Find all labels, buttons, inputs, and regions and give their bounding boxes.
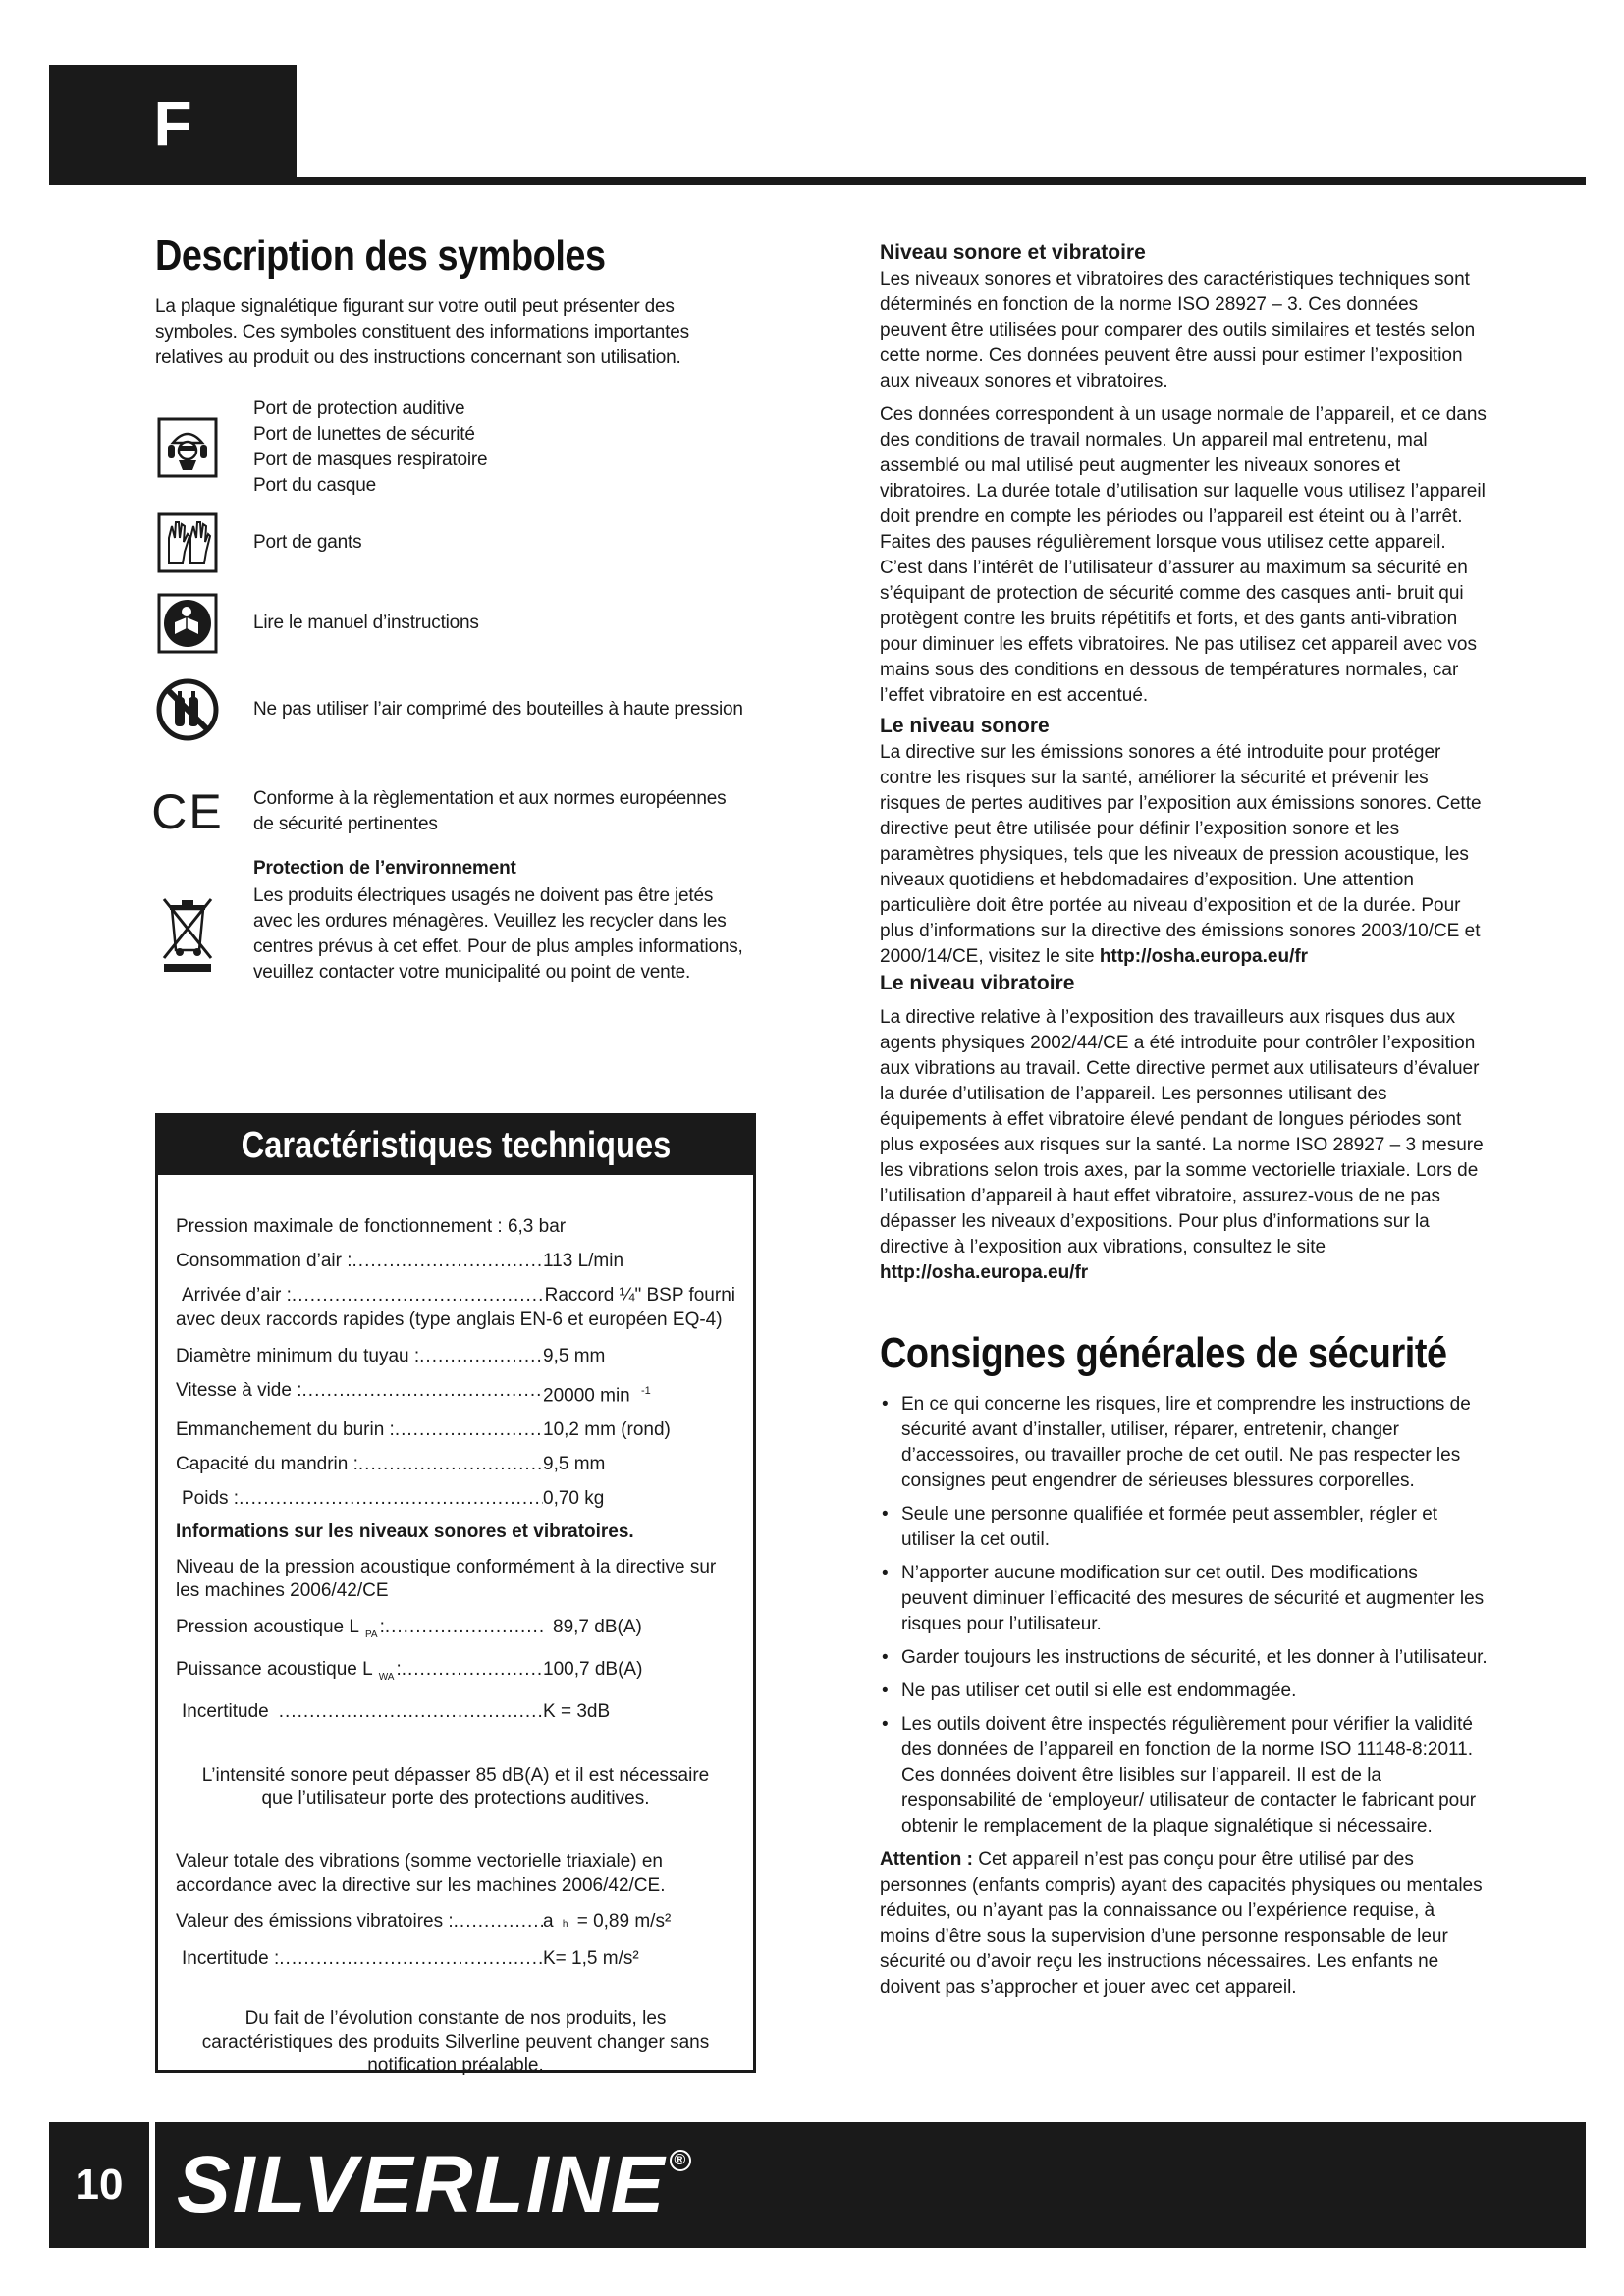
spec-label: Emmanchement du burin : [176, 1419, 395, 1441]
brand-name: SILVERLINE [177, 2140, 667, 2229]
dot-leader [352, 1249, 543, 1274]
dot-leader [279, 1947, 543, 1972]
safety-bullet: • Garder toujours les instructions de sécurité, et les donner à l’utilisateur. [880, 1645, 1489, 1671]
spec-value: K = 3dB [543, 1701, 611, 1723]
sound-level-note: Niveau de la pression acoustique conformément à la directive sur les machines 2006/42/CE [176, 1557, 717, 1602]
spec-sound-power: Puissance acoustique L WA : ..... 100,7 dB(A) [176, 1657, 735, 1690]
spec-shank [176, 1417, 735, 1443]
page-number: 10 [75, 2161, 124, 2209]
spec-value: 0,70 kg [543, 1488, 605, 1510]
spec-chuck [176, 1452, 735, 1477]
spec-vibration [176, 1909, 735, 1938]
dot-leader [358, 1452, 543, 1477]
dot-leader [395, 1417, 543, 1443]
section-tab [49, 65, 297, 183]
spec-hose [176, 1344, 735, 1369]
safety-bullet: • Les outils doivent être inspectés régulièrement pour vérifier la validité des données de l’appareil en fonction de la norme ISO 11148-8:2011. Ces données doivent être lisibles sur l’appareil. Il est de la responsabilité de ‘employeur/ utilisateur de contacter le fabricant pour obtenir le remplacement de la plaque signalétique si nécessaire. [880, 1712, 1489, 1840]
safety-bullet: • Seule une personne qualifiée et formée peut assembler, régler et utiliser la cet outil. [880, 1502, 1489, 1553]
noise-vibration-section [880, 240, 1489, 2001]
spec-vibration-uncertainty [176, 1947, 735, 1972]
spec-label: Capacité du mandrin : [176, 1454, 358, 1475]
spec-label: Incertitude : [182, 1949, 280, 1970]
spec-subscript: WA [378, 1672, 395, 1683]
vib-subscript: h [562, 1919, 568, 1931]
symbols-section [151, 232, 759, 986]
spec-value: 89,7 dB(A) [553, 1617, 642, 1638]
vibration-level-body: La directive relative à l’exposition des travailleurs aux risques dus aux agents physiques 2002/44/CE a été introduite pour contrôler l’exposition aux vibrations au travail. Cette directive permet aux utilisateurs d’évaluer la durée d’utilisation de l’appareil. Les personnes utilisant des équipements à effet vibratoire élevé pendant de longues périodes sont plus exposées aux risques sur la santé. La norme ISO 28927 – 3 mesure les vibrations selon trois axes, par la somme vectorielle triaxiale. Lors de l’utilisation d’appareil à haut effet vibratoire, assurez-vous de ne pas dépasser les niveaux d’expositions. Pour plus d’informations sur la directive à l’exposition aux vibrations, consultez le site [880, 1007, 1484, 1257]
safety-bullet: • Ne pas utiliser cet outil si elle est endommagée. [880, 1679, 1489, 1704]
tech-specs-title: Caractéristiques techniques [241, 1124, 671, 1166]
weee-bin-icon [155, 856, 220, 974]
sound-exceed-note: L’intensité sonore peut dépasser 85 dB(A) et il est nécessaire que l’utilisateur porte des protections auditives. [201, 1765, 710, 1810]
dot-leader [302, 1378, 543, 1409]
vib-symbol: a [543, 1911, 554, 1933]
spec-label: Vitesse à vide : [176, 1380, 302, 1401]
spec-value [543, 1909, 735, 1938]
symbol-row-ppe [155, 397, 759, 499]
registered-mark: ® [670, 2150, 691, 2171]
ppe-icon [155, 417, 220, 478]
dot-leader [279, 1699, 543, 1725]
sound-level-title: Le niveau sonore [880, 715, 1050, 737]
spec-value: 9,5 mm [543, 1454, 606, 1475]
spec-pressure-text: Pression maximale de fonctionnement : 6,3 bar [176, 1216, 567, 1237]
spec-label: Incertitude [182, 1701, 269, 1723]
environment-body: Les produits électriques usagés ne doivent pas être jetés avec les ordures ménagères. Veuillez les recycler dans les centres prévus à cet effet. Pour de plus amples informations, veuillez contacter votre municipalité ou point de vente. [253, 885, 743, 983]
safety-title: Consignes générales de sécurité [880, 1329, 1447, 1377]
spec-value: 10,2 mm (rond) [543, 1419, 671, 1441]
spec-value: Raccord ¼" BSP fourni [544, 1285, 735, 1306]
noise-paragraph: Ces données correspondent à un usage normale de l’appareil, et ce dans des conditions de travail normales. Un appareil mal entretenu, mal assemblé ou mal utilisé peut augmenter les niveaux sonores et vibratoires. La durée totale d’utilisation sur laquelle vous utilisez l’appareil doit prendre en compte les périodes ou l’appareil est éteint ou à l’arrêt. Faites des pauses régulièrement lorsque vous utilisez cette appareil. [880, 404, 1487, 553]
symbol-row-manual [155, 593, 759, 654]
osha-link[interactable]: http://osha.europa.eu/fr [1099, 946, 1309, 967]
evolution-note: Du fait de l’évolution constante de nos produits, les caractéristiques des produits Silverline peuvent changer sans notification préalable. [201, 2008, 710, 2077]
spec-weight [176, 1486, 735, 1512]
footer-divider [149, 2122, 155, 2248]
spec-sound-pressure: Pression acoustique L PA : ..... 89,7 dB(A) [176, 1615, 735, 1648]
ce-mark-icon [151, 783, 224, 840]
spec-air-consumption [176, 1249, 735, 1274]
manual-text: Lire le manuel d’instructions [253, 613, 479, 633]
spec-air-inlet-extra: avec deux raccords rapides (type anglais EN-6 et européen EQ-4) [176, 1309, 723, 1330]
environment-text [253, 856, 744, 986]
spec-speed-exp: -1 [641, 1385, 651, 1397]
spec-value: 113 L/min [543, 1251, 624, 1271]
sound-info-title: Informations sur les niveaux sonores et vibratoires. [176, 1522, 634, 1543]
spec-label: Consommation d’air : [176, 1251, 352, 1271]
symbol-row-no-air [155, 677, 759, 742]
dot-leader [385, 1615, 543, 1648]
dot-leader [454, 1909, 543, 1938]
spec-uncertainty [176, 1699, 735, 1725]
dot-leader [292, 1283, 545, 1308]
vibration-level-text [880, 1005, 1489, 1286]
dot-leader [239, 1486, 543, 1512]
spec-subscript: PA [364, 1629, 378, 1641]
ppe-text [253, 397, 487, 499]
osha-link[interactable]: http://osha.europa.eu/fr [880, 1262, 1089, 1283]
spec-label: Poids : [182, 1488, 240, 1510]
ppe-line: Port de lunettes de sécurité [253, 424, 475, 445]
spec-pressure [176, 1214, 735, 1240]
safety-bullet: • N’apporter aucune modification sur cet outil. Des modifications peuvent diminuer l’efficacité des mesures de sécurité et augmenter les risques pour l’utilisateur. [880, 1561, 1489, 1637]
spec-label: Pression acoustique L [176, 1617, 359, 1638]
gloves-text: Port de gants [253, 532, 362, 553]
tech-specs-body [176, 1214, 735, 2090]
symbol-row-environment [155, 856, 759, 986]
noise-title: Niveau sonore et vibratoire [880, 241, 1146, 264]
noise-paragraph: C’est dans l’intérêt de l’utilisateur d’assurer au maximum sa sécurité en s’équipant de protection de sécurité comme des casques anti- bruit qui protègent contre les bruits répétitifs et forts, et des gants anti-vibration pour diminuer les effets vibratoires. Ne pas utilisez cet appareil avec vos mains sous des conditions en dessous de températures normales, car l’effet vibratoire en est accentué. [880, 558, 1477, 706]
ppe-line: Port de masques respiratoire [253, 450, 488, 470]
spec-value: 100,7 dB(A) [543, 1659, 643, 1681]
header-rule [49, 177, 1586, 185]
symbols-title: Description des symboles [155, 232, 606, 280]
spec-value: K= 1,5 m/s² [543, 1949, 639, 1970]
gloves-icon [155, 512, 220, 573]
section-letter: F [153, 88, 192, 159]
ce-text: Conforme à la règlementation et aux normes européennes de sécurité pertinentes [253, 788, 727, 834]
attention-text: Cet appareil n’est pas conçu pour être utilisé par des personnes (enfants compris) ayant des capacités physiques ou mentales réduites, ou n’ayant pas la connaissance ou l’expérience requise, à moins d’être sous la supervision d’une personne responsable de leur sécurité ou d’avoir reçu les instructions nécessaires. Les enfants ne doivent pas s’approcher et jouer avec cet appareil. [880, 1849, 1483, 1998]
spec-speed-value: 20000 min [543, 1385, 630, 1407]
dot-leader [402, 1657, 543, 1690]
vibration-level-title: Le niveau vibratoire [880, 972, 1075, 994]
spec-label: Diamètre minimum du tuyau : [176, 1346, 420, 1366]
safety-list [880, 1392, 1489, 1840]
noise-paragraph: Les niveaux sonores et vibratoires des caractéristiques techniques sont déterminés en fonction de la norme ISO 28927 – 3. Ces données peuvent être utilisées pour comparer des outils similaires et testés selon cette norme. Ces données peuvent être aussi pour estimer l’exposition aux niveaux sonores et vibratoires. [880, 269, 1476, 392]
no-air-text: Ne pas utiliser l’air comprimé des bouteilles à haute pression [253, 699, 743, 720]
safety-bullet: • En ce qui concerne les risques, lire et comprendre les instructions de sécurité avant d’installer, utiliser, réparer, entretenir, changer d’accessoires, ou travailler proche de cet outil. Ne pas respecter les consignes peut engendrer de sérieuses blessures corporelles. [880, 1392, 1489, 1494]
attention-label: Attention : [880, 1849, 973, 1870]
symbol-row-ce [151, 783, 759, 840]
silverline-logo [177, 2138, 691, 2232]
vib-value: = 0,89 m/s² [576, 1911, 672, 1933]
dot-leader [419, 1344, 543, 1369]
spec-value [543, 1378, 735, 1409]
tech-specs-box [155, 1113, 756, 2077]
spec-label: Arrivée d’air : [182, 1285, 292, 1306]
manual-icon [155, 593, 220, 654]
ppe-line: Port de protection auditive [253, 399, 465, 419]
sound-level-text [880, 740, 1489, 970]
spec-label: Puissance acoustique L [176, 1659, 373, 1681]
symbols-intro: La plaque signalétique figurant sur votre outil peut présenter des symboles. Ces symboles constituent des informations importantes relatives au produit ou des instructions concernant son utilisation. [155, 296, 689, 368]
no-compressed-air-icon [155, 677, 220, 742]
tech-specs-header [158, 1116, 753, 1175]
spec-value: 9,5 mm [543, 1346, 606, 1366]
attention-paragraph [880, 1847, 1489, 2001]
vibration-total-note: Valeur totale des vibrations (somme vectorielle triaxiale) en accordance avec la directive sur les machines 2006/42/CE. [176, 1851, 666, 1896]
ppe-line: Port du casque [253, 475, 377, 496]
spec-speed [176, 1378, 735, 1409]
ce-mark: CE [151, 784, 224, 839]
spec-label: Valeur des émissions vibratoires : [176, 1911, 454, 1933]
sound-level-body: La directive sur les émissions sonores a été introduite pour protéger contre les risques sur la santé, améliorer la sécurité et prévenir les risques de pertes auditives par l’exposition aux émissions sonores. Cette directive peut être utilisée pour définir l’exposition sonore et les paramètres physiques, tels que les niveaux de pression acoustique, les niveaux quotidiens et hebdomadaires d’exposition. Une attention particulière doit être portée au niveau d’exposition et de la durée. Pour plus d’informations sur la directive des émissions sonores 2003/10/CE et 2000/14/CE, visitez le site [880, 742, 1482, 967]
spec-air-inlet [176, 1283, 735, 1308]
environment-title: Protection de l’environnement [253, 858, 516, 879]
symbol-row-gloves [155, 512, 759, 573]
